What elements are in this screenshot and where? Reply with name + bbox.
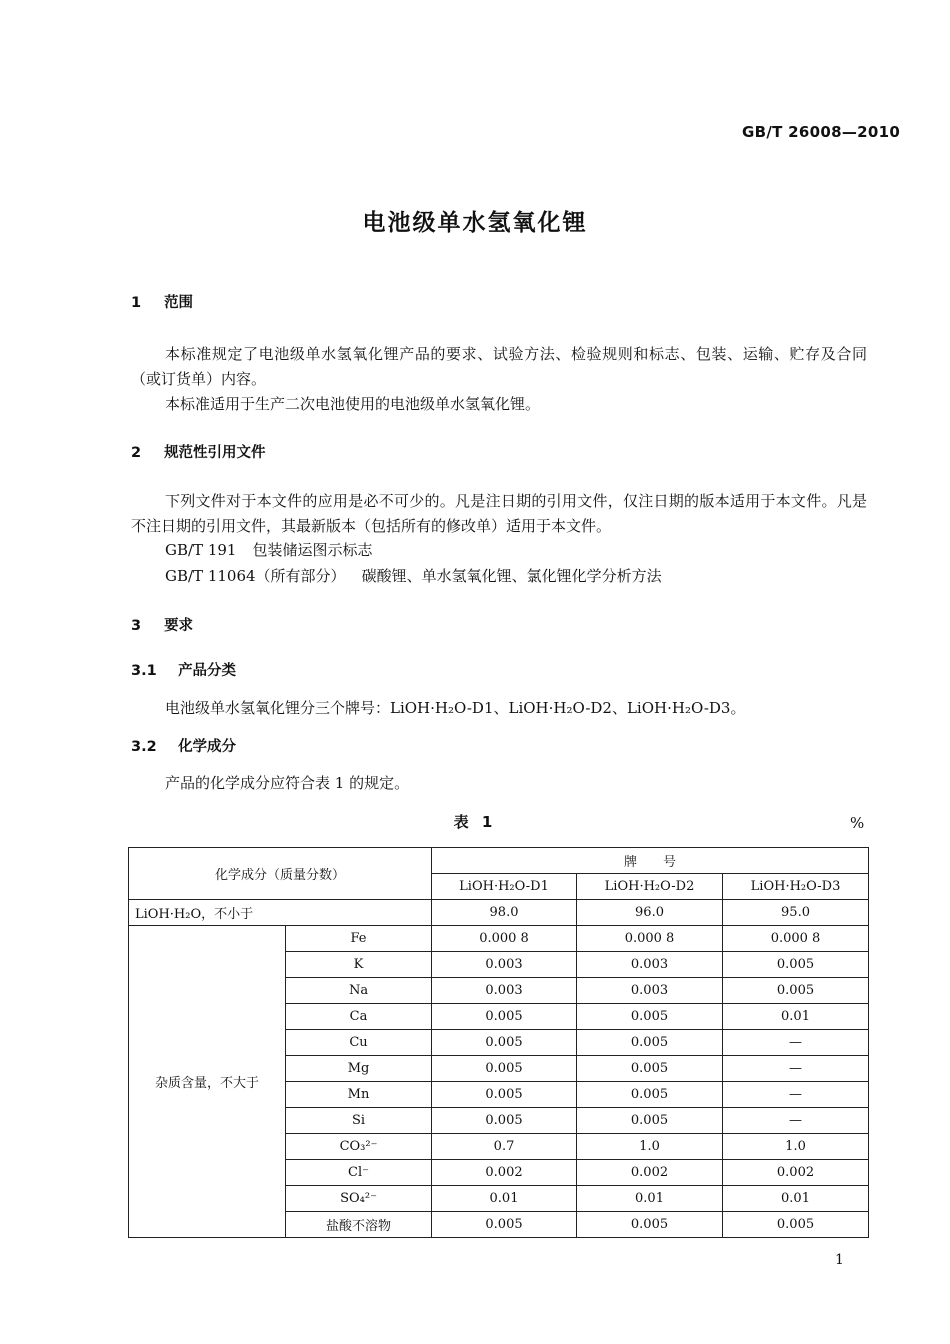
table-cell: 0.005 xyxy=(432,1082,577,1108)
table-cell: 0.003 xyxy=(432,952,577,978)
table-cell: 0.005 xyxy=(577,1004,723,1030)
chemical-composition-table xyxy=(128,847,869,1238)
impurity-name: SO₄²⁻ xyxy=(286,1186,432,1212)
table-cell: 0.000 8 xyxy=(432,926,577,952)
table-cell: — xyxy=(723,1082,869,1108)
section-1-body xyxy=(131,342,867,417)
table-cell: 0.005 xyxy=(577,1030,723,1056)
table-cell: 0.005 xyxy=(577,1108,723,1134)
table-cell: 0.005 xyxy=(432,1212,577,1238)
table-cell: 0.005 xyxy=(432,1056,577,1082)
reference-item xyxy=(165,565,662,586)
header-grade: 牌 号 xyxy=(432,848,869,874)
table-cell: 0.005 xyxy=(723,978,869,1004)
section-2-heading xyxy=(131,441,266,462)
section-3-heading xyxy=(131,614,193,635)
table-cell: 0.7 xyxy=(432,1134,577,1160)
impurity-label: 杂质含量，不大于 xyxy=(129,926,286,1238)
impurity-name: Fe xyxy=(286,926,432,952)
section-title: 化学成分 xyxy=(178,739,237,755)
table-cell: 0.003 xyxy=(432,978,577,1004)
section-number: 1 xyxy=(131,295,142,311)
table-cell: 0.005 xyxy=(577,1082,723,1108)
table-row xyxy=(129,926,869,952)
document-title: 电池级单水氢氧化锂 xyxy=(362,210,588,236)
impurity-name: Cl⁻ xyxy=(286,1160,432,1186)
table-cell: 0.005 xyxy=(432,1004,577,1030)
paragraph: 本标准规定了电池级单水氢氧化锂产品的要求、试验方法、检验规则和标志、包装、运输、贮存及合同（或订货单）内容。 xyxy=(131,345,867,388)
reference-name: 碳酸锂、单水氢氧化锂、氯化锂化学分析方法 xyxy=(361,567,662,585)
impurity-name: Mg xyxy=(286,1056,432,1082)
impurity-name: Mn xyxy=(286,1082,432,1108)
table-cell: 1.0 xyxy=(577,1134,723,1160)
impurity-name: Si xyxy=(286,1108,432,1134)
table-cell: — xyxy=(723,1056,869,1082)
table-cell: — xyxy=(723,1030,869,1056)
table-cell: 0.005 xyxy=(432,1108,577,1134)
section-title: 范围 xyxy=(164,295,194,311)
section-number: 3 xyxy=(131,618,142,634)
section-3-2-text: 产品的化学成分应符合表 1 的规定。 xyxy=(165,774,410,792)
grade-d3: LiOH·H₂O-D3 xyxy=(723,874,869,900)
table-cell: 96.0 xyxy=(577,900,723,926)
table-caption: 表 1 xyxy=(453,813,497,831)
page-number: 1 xyxy=(835,1252,844,1268)
grade-d2: LiOH·H₂O-D2 xyxy=(577,874,723,900)
section-1-heading xyxy=(131,291,193,312)
impurity-name: K xyxy=(286,952,432,978)
table-cell: 0.002 xyxy=(723,1160,869,1186)
reference-item xyxy=(165,539,372,560)
grade-d1: LiOH·H₂O-D1 xyxy=(432,874,577,900)
table-cell: 1.0 xyxy=(723,1134,869,1160)
paragraph: 本标准适用于生产二次电池使用的电池级单水氢氧化锂。 xyxy=(165,395,541,413)
table-unit: % xyxy=(850,814,865,832)
impurity-name: Cu xyxy=(286,1030,432,1056)
section-number: 3.2 xyxy=(131,739,157,755)
table-header-row xyxy=(129,848,869,874)
table-cell: 0.005 xyxy=(577,1212,723,1238)
table-row xyxy=(129,900,869,926)
table-cell: 0.003 xyxy=(577,952,723,978)
section-2-body xyxy=(131,489,867,539)
section-3-1-text: 电池级单水氢氧化锂分三个牌号：LiOH·H₂O-D1、LiOH·H₂O-D2、LiOH·H₂O-D3。 xyxy=(165,699,746,717)
table-cell: 0.000 8 xyxy=(577,926,723,952)
standard-number: GB/T 26008—2010 xyxy=(742,123,901,141)
table-cell: 0.002 xyxy=(432,1160,577,1186)
impurity-name: Ca xyxy=(286,1004,432,1030)
table-cell: 98.0 xyxy=(432,900,577,926)
impurity-name: Na xyxy=(286,978,432,1004)
table-cell: 0.01 xyxy=(723,1186,869,1212)
header-component: 化学成分（质量分数） xyxy=(129,848,432,900)
section-title: 产品分类 xyxy=(178,663,237,679)
table-cell: 0.01 xyxy=(723,1004,869,1030)
table-cell: 0.003 xyxy=(577,978,723,1004)
impurity-name: 盐酸不溶物 xyxy=(286,1212,432,1238)
table-cell: 0.01 xyxy=(432,1186,577,1212)
reference-code: GB/T 11064（所有部分） xyxy=(165,567,346,585)
table-cell: 95.0 xyxy=(723,900,869,926)
table-cell: 0.005 xyxy=(723,952,869,978)
impurity-name: CO₃²⁻ xyxy=(286,1134,432,1160)
paragraph: 下列文件对于本文件的应用是必不可少的。凡是注日期的引用文件，仅注日期的版本适用于本文件。凡是不注日期的引用文件，其最新版本（包括所有的修改单）适用于本文件。 xyxy=(131,492,867,535)
section-3-1-heading xyxy=(131,659,236,680)
table-cell: 0.000 8 xyxy=(723,926,869,952)
table-cell: 0.005 xyxy=(723,1212,869,1238)
table-cell: 0.005 xyxy=(432,1030,577,1056)
reference-code: GB/T 191 xyxy=(165,541,237,559)
table-cell: 0.005 xyxy=(577,1056,723,1082)
main-content-label: LiOH·H₂O，不小于 xyxy=(129,900,432,926)
section-title: 规范性引用文件 xyxy=(164,445,266,461)
table-cell: 0.002 xyxy=(577,1160,723,1186)
reference-name: 包装储运图示标志 xyxy=(252,541,373,559)
section-3-2-heading xyxy=(131,735,236,756)
table-cell: 0.01 xyxy=(577,1186,723,1212)
table-cell: — xyxy=(723,1108,869,1134)
section-title: 要求 xyxy=(164,618,194,634)
section-number: 3.1 xyxy=(131,663,157,679)
section-number: 2 xyxy=(131,445,142,461)
